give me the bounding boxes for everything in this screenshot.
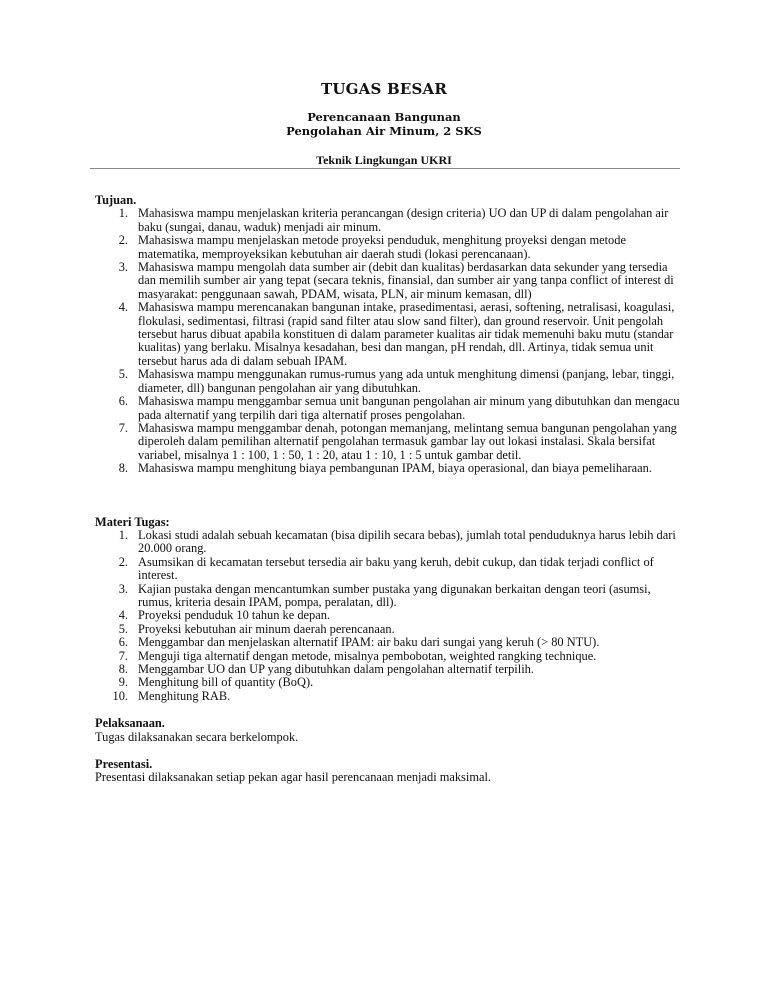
list-text: Menghitung bill of quantity (BoQ). [138, 675, 314, 690]
list-number: 3. [118, 581, 128, 596]
list-text: Mahasiswa mampu menggambar semua unit bangunan pengolahan air minum yang dibutuhkan dan mengacu pada alternatif yang terpilih dari tiga alternatif proses pengolahan. [138, 394, 680, 422]
list-item [95, 301, 685, 368]
subtitle-line-2: Pengolahan Air Minum, 2 SKS [286, 124, 482, 138]
presentasi-text: Presentasi dilaksanakan setiap pekan agar hasil perencanaan menjadi maksimal. [95, 770, 492, 785]
list-text: Proyeksi kebutuhan air minum daerah perencanaan. [138, 621, 395, 636]
list-item [95, 583, 685, 610]
list-number: 1. [118, 206, 128, 221]
pelaksanaan-text: Tugas dilaksanakan secara berkelompok. [95, 729, 299, 744]
list-number: 5. [118, 621, 128, 636]
list-number: 2. [118, 233, 128, 248]
list-item [95, 676, 685, 689]
list-number: 3. [118, 260, 128, 275]
section-heading-presentasi: Presentasi. [95, 757, 153, 772]
materi-list [95, 529, 685, 703]
list-text: Menguji tiga alternatif dengan metode, misalnya pembobotan, weighted rangking technique. [138, 648, 597, 663]
spacer [95, 744, 685, 758]
list-item [95, 650, 685, 663]
list-number: 7. [118, 648, 128, 663]
tujuan-list [95, 207, 685, 475]
list-text: Mahasiswa mampu menjelaskan metode proyeksi penduduk, menghitung proyeksi dengan metode matematika, memproyeksikan kebutuhan air daerah studi (lokasi perencanaan). [138, 233, 626, 261]
section-tujuan [95, 194, 685, 476]
list-number: 4. [118, 300, 128, 315]
list-item [95, 368, 685, 395]
list-item [95, 623, 685, 636]
list-number: 7. [118, 420, 128, 435]
list-number: 9. [118, 675, 128, 690]
list-item [95, 462, 685, 475]
department-label: Teknik Lingkungan UKRI [316, 153, 452, 167]
list-number: 5. [118, 367, 128, 382]
list-text: Mahasiswa mampu menggunakan rumus-rumus yang ada untuk menghitung dimensi (panjang, lebar, tinggi, diameter, dll) bangunan pengolahan air yang dibutuhkan. [138, 367, 675, 395]
section-pelaksanaan [95, 717, 685, 744]
document-subtitle [0, 110, 768, 138]
list-number: 6. [118, 394, 128, 409]
list-item [95, 261, 685, 301]
section-heading-tujuan: Tujuan. [95, 193, 137, 207]
list-text: Asumsikan di kecamatan tersebut tersedia air baku yang keruh, debit cukup, dan tidak terjadi conflict of interest. [138, 554, 654, 583]
list-text: Menggambar dan menjelaskan alternatif IPAM: air baku dari sungai yang keruh (> 80 NTU). [138, 635, 600, 650]
list-text: Mahasiswa mampu merencanakan bangunan intake, prasedimentasi, aerasi, softening, netralisasi, koagulasi, flokulasi, sedimentasi, filtrasi (rapid sand filter atau slow sand filter), dan ground reservoir. Unit pengolah tersebut harus dibuat apabila konstituen di dalam parameter kualitas air tidak memenuhi baku mutu (standar kualitas) yang berlaku. Misalnya kesadahan, besi dan mangan, pH rendah, dll. Artinya, tidak semua unit tersebut harus ada di dalam sebuah IPAM. [138, 300, 675, 368]
list-item [95, 609, 685, 622]
list-text: Mahasiswa mampu menjelaskan kriteria perancangan (design criteria) UO dan UP di dalam pengolahan air baku (sungai, danau, waduk) menjadi air minum. [138, 206, 669, 234]
section-materi-tugas [95, 516, 685, 704]
list-text: Mahasiswa mampu mengolah data sumber air (debit dan kualitas) berdasarkan data sekunder yang tersedia dan memilih sumber air yang tepat (secara teknis, finansial, dan sumber air yang tanpa conflict of interest di masyarakat: penggunaan sawah, PDAM, wisata, PLN, air minum kemasan, dll) [138, 260, 674, 301]
document-body [95, 194, 685, 785]
list-number: 8. [118, 461, 128, 476]
list-text: Mahasiswa mampu menghitung biaya pembangunan IPAM, biaya operasional, dan biaya pemeliharaan. [138, 461, 652, 476]
list-item [95, 395, 685, 422]
list-text: Menghitung RAB. [138, 688, 231, 703]
list-number: 8. [118, 662, 128, 676]
list-item [95, 529, 685, 556]
subtitle-line-1: Perencanaan Bangunan [307, 110, 461, 124]
list-item [95, 690, 685, 703]
list-number: 1. [118, 527, 128, 542]
list-text: Lokasi studi adalah sebuah kecamatan (bisa dipilih secara bebas), jumlah total penduduknya harus lebih dari 20.000 orang. [138, 527, 676, 556]
list-text: Mahasiswa mampu menggambar denah, potongan memanjang, melintang semua bangunan pengolahan yang diperoleh dalam pemilihan alternatif pengolahan termasuk gambar lay out lokasi instalasi. Skala bersifat variabel, misalnya 1 : 100, 1 : 50, 1 : 20, atau 1 : 10, 1 : 5 untuk gambar detil. [138, 420, 677, 462]
section-heading-materi: Materi Tugas: [95, 514, 170, 529]
list-text: Kajian pustaka dengan mencantumkan sumber pustaka yang digunakan berkaitan dengan teori (asumsi, rumus, kriteria desain IPAM, pompa, peralatan, dll). [138, 581, 651, 609]
list-text: Proyeksi penduduk 10 tahun ke depan. [138, 608, 331, 623]
spacer [95, 703, 685, 717]
header-divider [90, 168, 680, 169]
list-item [95, 234, 685, 261]
spacer [95, 476, 685, 516]
document-title: TUGAS BESAR [321, 80, 447, 98]
list-text: Menggambar UO dan UP yang dibutuhkan dalam pengolahan alternatif terpilih. [138, 662, 534, 676]
list-item [95, 663, 685, 676]
list-item [95, 556, 685, 583]
list-item [95, 207, 685, 234]
section-heading-pelaksanaan: Pelaksanaan. [95, 716, 165, 731]
list-number: 2. [118, 554, 128, 569]
section-presentasi [95, 758, 685, 785]
list-item [95, 422, 685, 462]
list-number: 6. [118, 635, 128, 650]
list-number: 4. [118, 608, 128, 623]
list-number: 10. [112, 688, 128, 703]
list-item [95, 636, 685, 649]
